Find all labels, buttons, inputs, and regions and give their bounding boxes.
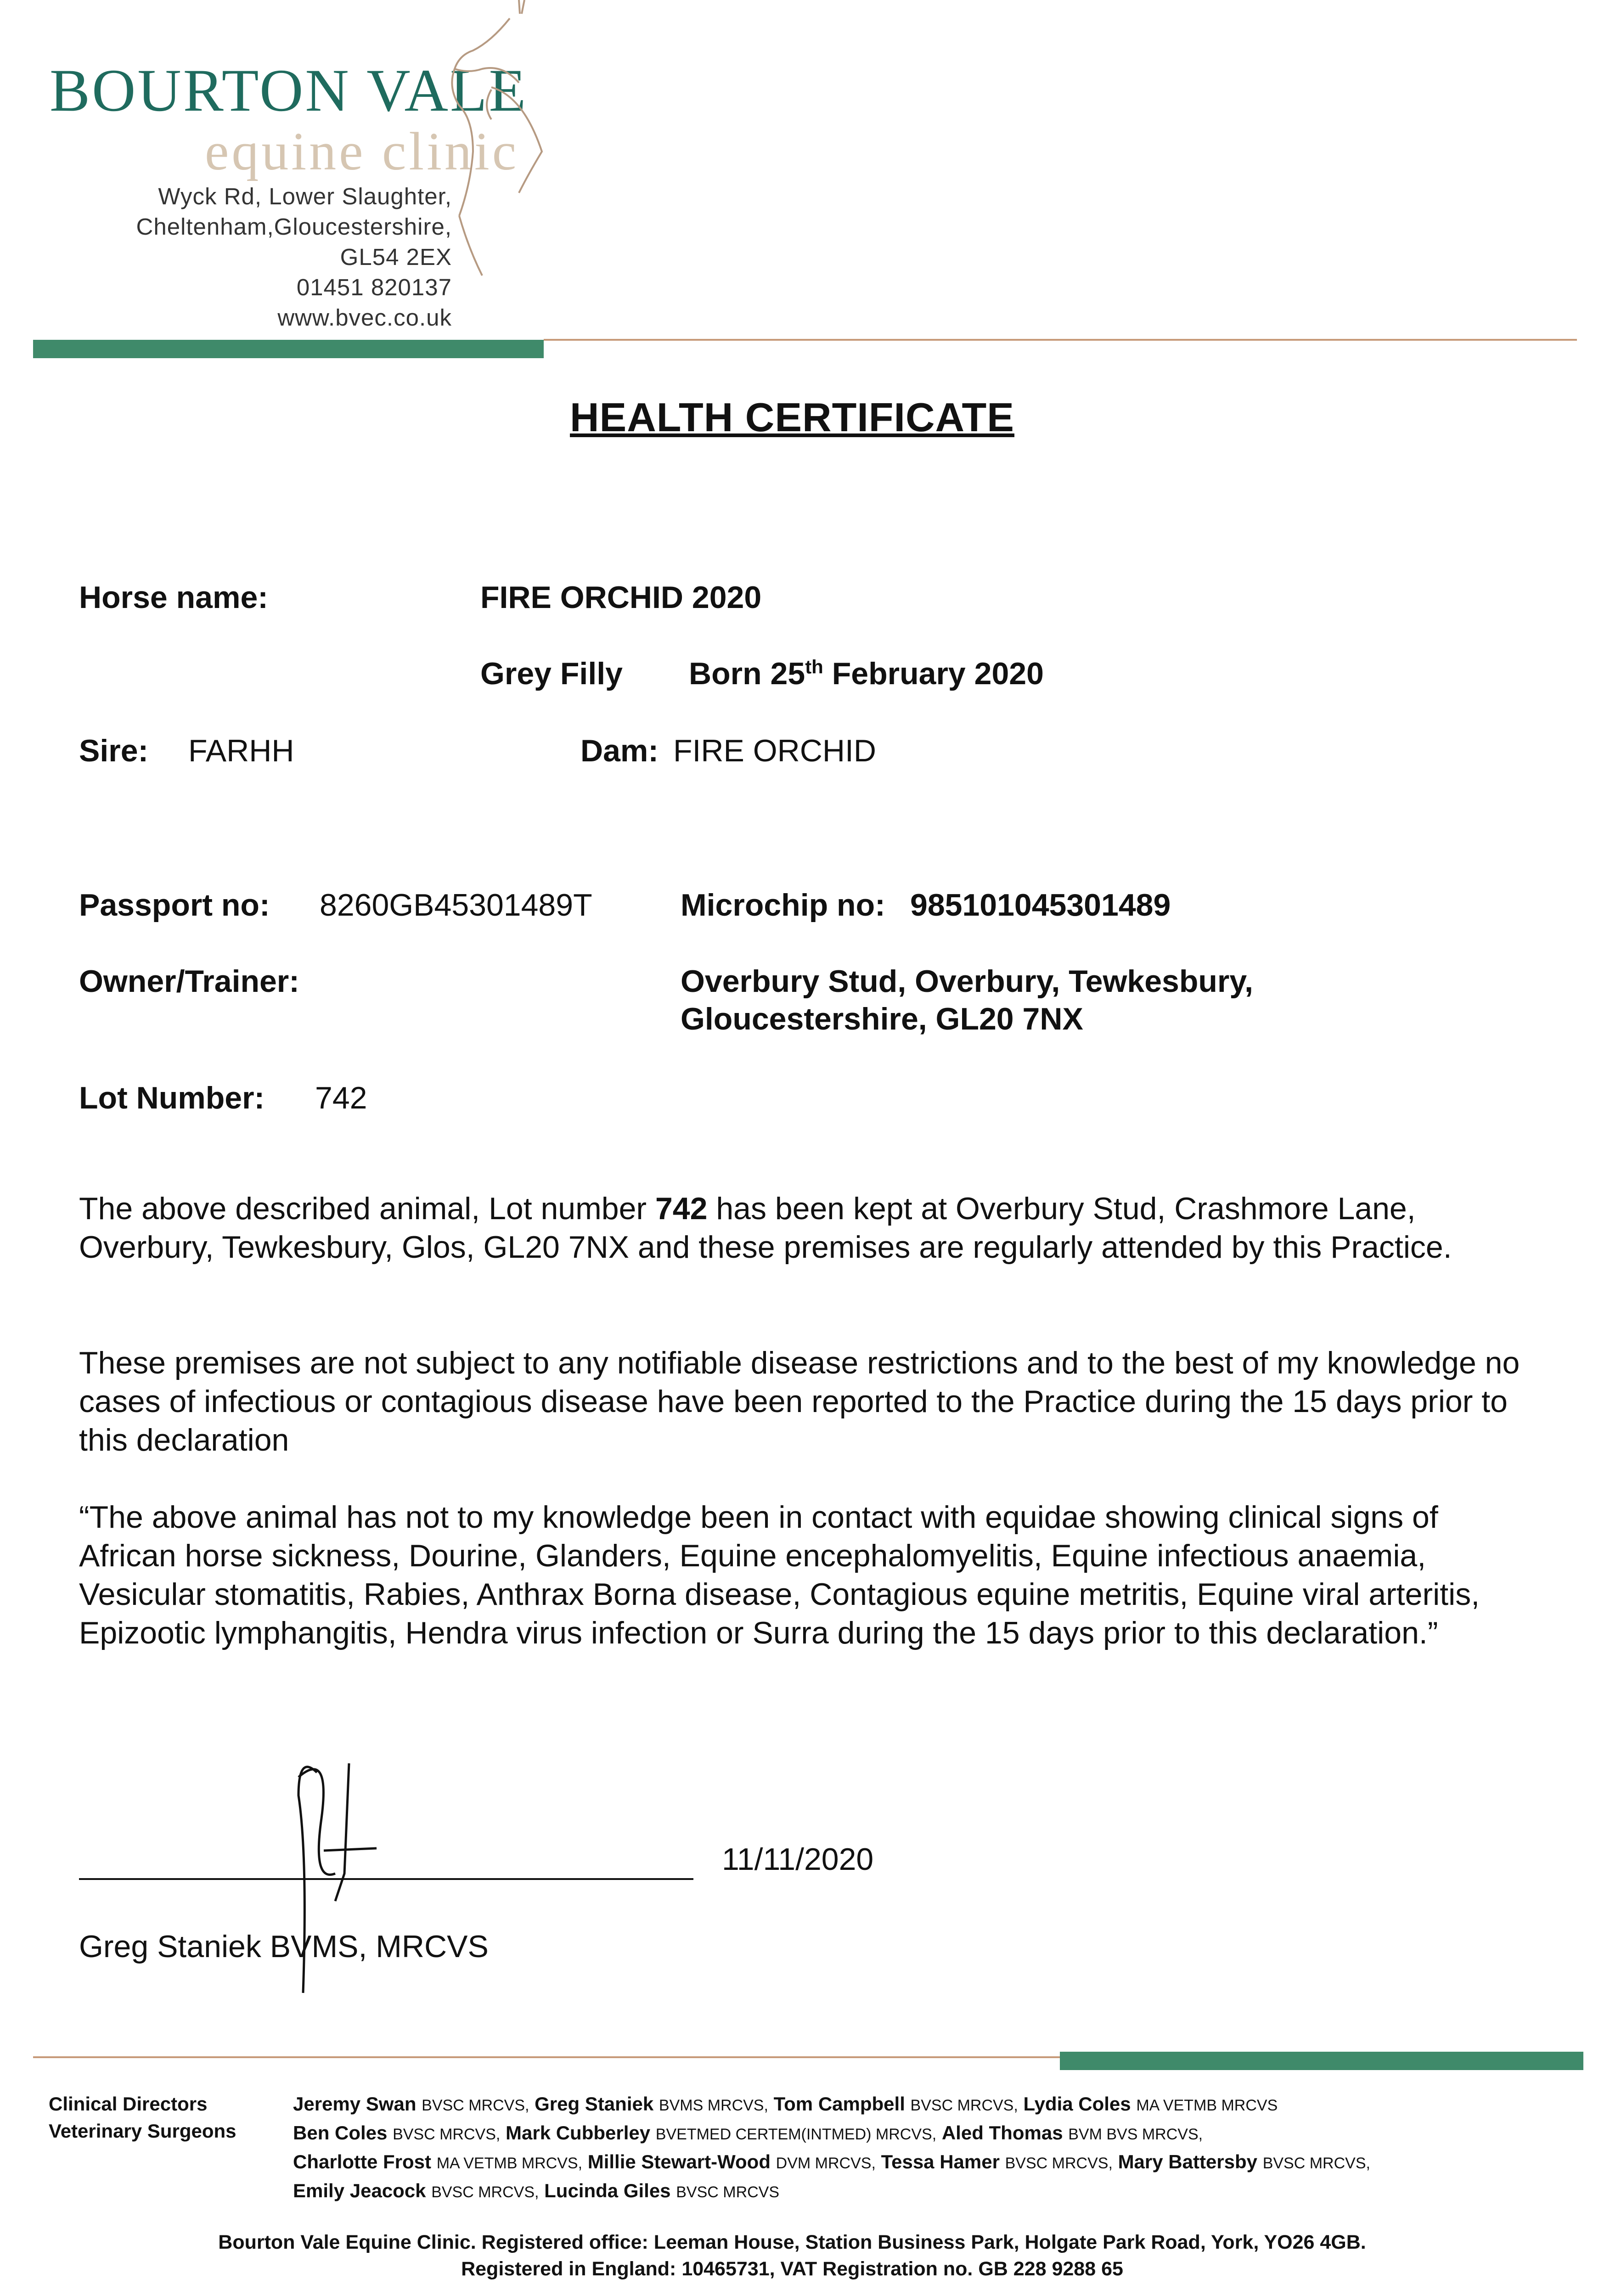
p1-text-a: The above described animal, Lot number (79, 1191, 655, 1226)
staff-name: Mary Battersby (1118, 2151, 1258, 2172)
clinic-subtitle: equine clinic (205, 121, 519, 181)
footer-green-rule (1060, 2052, 1583, 2070)
staff-quals: DVM MRCVS, (776, 2155, 876, 2172)
address-line-postcode: GL54 2EX (340, 244, 452, 270)
signature-mark-icon (280, 1736, 418, 2011)
staff-list (293, 2090, 1579, 2206)
microchip-label: Microchip no: (681, 888, 885, 923)
staff-name: Aled Thomas (941, 2122, 1063, 2144)
horse-born (689, 656, 1044, 692)
clinic-name: BOURTON VALE (50, 56, 528, 124)
microchip-value: 985101045301489 (910, 888, 1171, 923)
staff-quals: BVM BVS MRCVS, (1068, 2126, 1203, 2143)
surgeons-label: Veterinary Surgeons (49, 2120, 236, 2142)
born-suffix: February 2020 (823, 656, 1044, 691)
address-line-website: www.bvec.co.uk (277, 304, 452, 331)
staff-name: Mark Cubberley (506, 2122, 651, 2144)
born-prefix: Born 25 (689, 656, 805, 691)
staff-quals: BVSC MRCVS, (1005, 2155, 1113, 2172)
horse-name-label: Horse name: (79, 580, 268, 615)
clinic-address (136, 181, 452, 333)
passport-value: 8260GB45301489T (320, 888, 592, 923)
p1-text-b: has been kept at Overbury Stud, Crashmore Lane, Overbury, Tewkesbury, Glos, GL20 7NX and these premises are regularly attended by this Practice. (79, 1191, 1452, 1265)
staff-line-surgeons-2 (293, 2148, 1579, 2177)
signature-date: 11/11/2020 (722, 1842, 874, 1877)
staff-quals: BVSC MRCVS, (910, 2097, 1018, 2114)
signatory-name: Greg Staniek BVMS, MRCVS (79, 1929, 489, 1964)
staff-line-surgeons-1 (293, 2119, 1579, 2148)
address-line-phone: 01451 820137 (296, 274, 452, 300)
staff-quals: MA VETMB MRCVS, (436, 2155, 583, 2172)
staff-quals: MA VETMB MRCVS (1136, 2097, 1278, 2114)
disease-restrictions-paragraph: These premises are not subject to any notifiable disease restrictions and to the best of my knowledge no cases of infectious or contagious disease have been reported to the Practice during the 15 days prior to this declaration (79, 1345, 1520, 1458)
p1-lot-number: 742 (655, 1191, 708, 1226)
address-line-town: Cheltenham,Gloucestershire, (136, 214, 452, 240)
certificate-title: HEALTH CERTIFICATE (570, 394, 1014, 440)
directors-label: Clinical Directors (49, 2093, 208, 2115)
staff-quals: BVSC MRCVS, (422, 2097, 529, 2114)
registered-office-line1: Bourton Vale Equine Clinic. Registered office: Leeman House, Station Business Park, Holgate Park Road, York, YO26 4GB. (218, 2231, 1366, 2253)
horse-name-value: FIRE ORCHID 2020 (480, 580, 762, 615)
lot-label: Lot Number: (79, 1080, 265, 1115)
staff-name: Tessa Hamer (881, 2151, 1000, 2172)
sire-value: FARHH (188, 733, 294, 768)
staff-name: Lydia Coles (1023, 2093, 1131, 2115)
footer-tan-rule (33, 2056, 1060, 2058)
staff-name: Greg Staniek (535, 2093, 654, 2115)
staff-quals: BVSC MRCVS, (1262, 2155, 1370, 2172)
horse-description: Grey Filly (480, 656, 623, 691)
registered-office (0, 2229, 1584, 2282)
staff-line-surgeons-3 (293, 2177, 1579, 2206)
declaration-paragraph: “The above animal has not to my knowledge been in contact with equidae showing clinical signs of African horse sickness, Dourine, Glanders, Equine encephalomyelitis, Equine infectious anaemia, Vesicular stomatitis, Rabies, Anthrax Borna disease, Contagious equine metritis, Equine viral arteritis, Epizootic lymphangitis, Hendra virus infection or Surra during the 15 days prior to this declaration.” (79, 1500, 1480, 1650)
staff-line-directors (293, 2090, 1579, 2119)
owner-label: Owner/Trainer: (79, 964, 299, 999)
staff-quals: BVSC MRCVS (676, 2183, 780, 2201)
signature-line (79, 1878, 693, 1880)
passport-label: Passport no: (79, 888, 270, 923)
sire-label: Sire: (79, 733, 149, 768)
premises-paragraph (79, 1189, 1526, 1266)
staff-name: Millie Stewart-Wood (587, 2151, 771, 2172)
staff-quals: BVSC MRCVS, (431, 2183, 539, 2201)
staff-quals: BVSC MRCVS, (393, 2126, 501, 2143)
header-green-rule (33, 340, 544, 358)
staff-name: Charlotte Frost (293, 2151, 432, 2172)
born-ordinal: th (805, 656, 823, 678)
staff-name: Tom Campbell (773, 2093, 905, 2115)
lot-value: 742 (315, 1080, 367, 1115)
owner-line2: Gloucestershire, GL20 7NX (681, 1002, 1083, 1036)
dam-value: FIRE ORCHID (673, 733, 876, 768)
staff-quals: BVETMED CERTEM(INTMED) MRCVS, (655, 2126, 937, 2143)
staff-name: Lucinda Giles (544, 2180, 671, 2201)
staff-name: Emily Jeacock (293, 2180, 426, 2201)
registered-office-line2: Registered in England: 10465731, VAT Registration no. GB 228 9288 65 (461, 2258, 1123, 2280)
staff-quals: BVMS MRCVS, (659, 2097, 768, 2114)
owner-line1: Overbury Stud, Overbury, Tewkesbury, (681, 964, 1254, 999)
header-tan-rule (544, 339, 1577, 341)
staff-name: Ben Coles (293, 2122, 388, 2144)
dam-label: Dam: (580, 733, 659, 768)
address-line-street: Wyck Rd, Lower Slaughter, (158, 183, 452, 209)
staff-name: Jeremy Swan (293, 2093, 417, 2115)
